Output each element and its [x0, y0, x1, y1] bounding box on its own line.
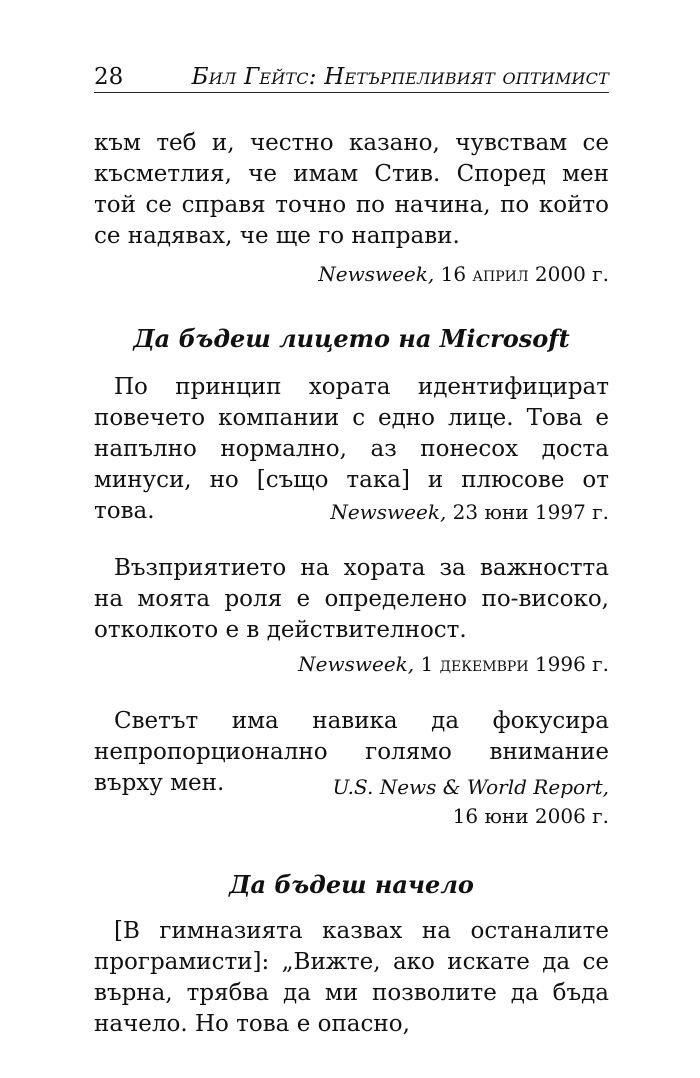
running-head: [94, 62, 609, 93]
running-title: Бил Гейтс: Нетърпеливият оптимист: [191, 64, 609, 90]
source-citation: [94, 498, 609, 527]
section-heading: Да бъдеш начело: [229, 870, 474, 899]
source-publication: Newsweek,: [298, 652, 415, 676]
page-number: 28: [94, 64, 124, 90]
source-citation: [94, 773, 609, 831]
source-month: април: [472, 262, 529, 286]
paragraph-text: към теб и, честно казано, чувствам се късметлия, че имам Стив. Според мен той се справя точно по начина, по който се надявах, че ще го направи.: [94, 130, 609, 249]
paragraph-text: Светът има навика да фокусира непропорционално голямо внимание върху мен.: [94, 708, 609, 796]
paragraph: [94, 916, 609, 1040]
source-publication: Newsweek,: [318, 262, 435, 286]
source-citation: [94, 650, 609, 679]
source-date: 16 юни 2006 г.: [452, 804, 609, 828]
section-heading: Да бъдеш лицето на Microsoft: [133, 324, 570, 353]
paragraph: [94, 553, 609, 646]
source-month: декември: [439, 652, 529, 676]
book-page: [94, 0, 609, 1078]
source-date: 23 юни 1997 г.: [446, 500, 609, 524]
paragraph-text: [В гимназията казвах на останалите програмисти]: „Вижте, ако искате да се върна, трябва да ми позволите да бъда начело. Но това е опасно,: [94, 918, 609, 1037]
source-year: 2000 г.: [528, 262, 609, 286]
source-publication: Newsweek,: [330, 500, 447, 524]
source-publication: U.S. News & World Report,: [332, 775, 609, 799]
source-citation: [94, 260, 609, 289]
source-day: 16: [434, 262, 473, 286]
paragraph-text: Възприятието на хората за важността на моята роля е определено по-високо, отколкото е в действителност.: [94, 555, 609, 643]
source-year: 1996 г.: [528, 652, 609, 676]
paragraph-text: По принцип хората идентифицират повечето компании с едно лице. Това е напълно нормално, аз понесох доста минуси, но [също така] и плюсове от това.: [94, 374, 609, 524]
source-day: 1: [414, 652, 440, 676]
paragraph-continued: [94, 128, 609, 252]
